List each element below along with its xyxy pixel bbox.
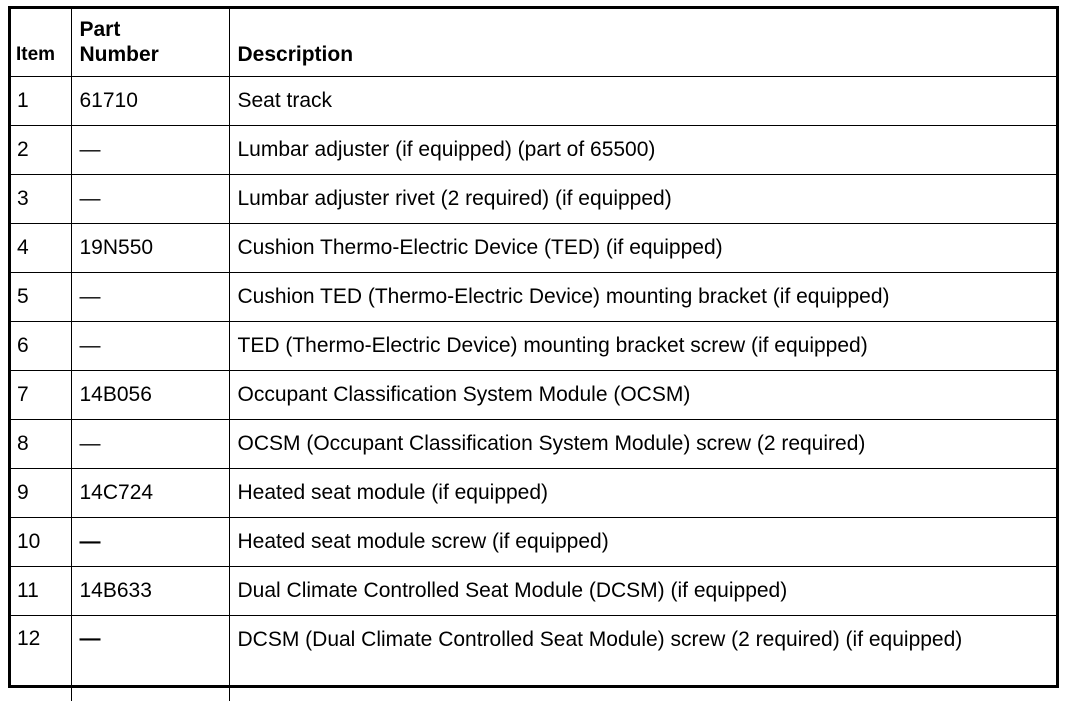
part-number: — [71,615,229,701]
part-description: Heated seat module screw (if equipped) [229,517,1056,566]
part-number: 14B056 [71,370,229,419]
parts-table-frame [8,6,1059,688]
table-row [11,272,1056,321]
part-number: — [71,517,229,566]
item-number: 11 [11,566,71,615]
table-row [11,566,1056,615]
part-number: — [71,419,229,468]
part-number: — [71,174,229,223]
item-number: 2 [11,125,71,174]
part-number: 14B633 [71,566,229,615]
part-number: 14C724 [71,468,229,517]
header-part-line2: Number [79,42,159,66]
item-number: 4 [11,223,71,272]
part-number: — [71,272,229,321]
part-number: — [71,125,229,174]
item-number: 1 [11,76,71,125]
item-number: 12 [11,615,71,701]
part-description: Cushion TED (Thermo-Electric Device) mounting bracket (if equipped) [229,272,1056,321]
table-row [11,419,1056,468]
item-number: 6 [11,321,71,370]
header-description: Description [229,9,1056,76]
part-description: OCSM (Occupant Classification System Module) screw (2 required) [229,419,1056,468]
table-header-row [11,9,1056,76]
item-number: 7 [11,370,71,419]
header-part-number [71,9,229,76]
table-row [11,615,1056,701]
item-number: 3 [11,174,71,223]
part-description: Dual Climate Controlled Seat Module (DCSM) (if equipped) [229,566,1056,615]
table-row [11,76,1056,125]
item-number: 9 [11,468,71,517]
part-description: Lumbar adjuster (if equipped) (part of 65500) [229,125,1056,174]
table-row [11,321,1056,370]
header-item: Item [11,9,71,76]
part-description: Heated seat module (if equipped) [229,468,1056,517]
part-number: — [71,321,229,370]
table-row [11,370,1056,419]
part-description: Cushion Thermo-Electric Device (TED) (if equipped) [229,223,1056,272]
table-row [11,125,1056,174]
part-description: Occupant Classification System Module (OCSM) [229,370,1056,419]
part-description: DCSM (Dual Climate Controlled Seat Module) screw (2 required) (if equipped) [229,615,1056,701]
table-row [11,174,1056,223]
table-row [11,517,1056,566]
part-number: 61710 [71,76,229,125]
item-number: 5 [11,272,71,321]
part-description: TED (Thermo-Electric Device) mounting bracket screw (if equipped) [229,321,1056,370]
part-number: 19N550 [71,223,229,272]
item-number: 8 [11,419,71,468]
header-part-line1: Part [79,17,121,41]
parts-table [11,9,1056,701]
part-description: Lumbar adjuster rivet (2 required) (if equipped) [229,174,1056,223]
table-row [11,223,1056,272]
part-description: Seat track [229,76,1056,125]
table-row [11,468,1056,517]
item-number: 10 [11,517,71,566]
